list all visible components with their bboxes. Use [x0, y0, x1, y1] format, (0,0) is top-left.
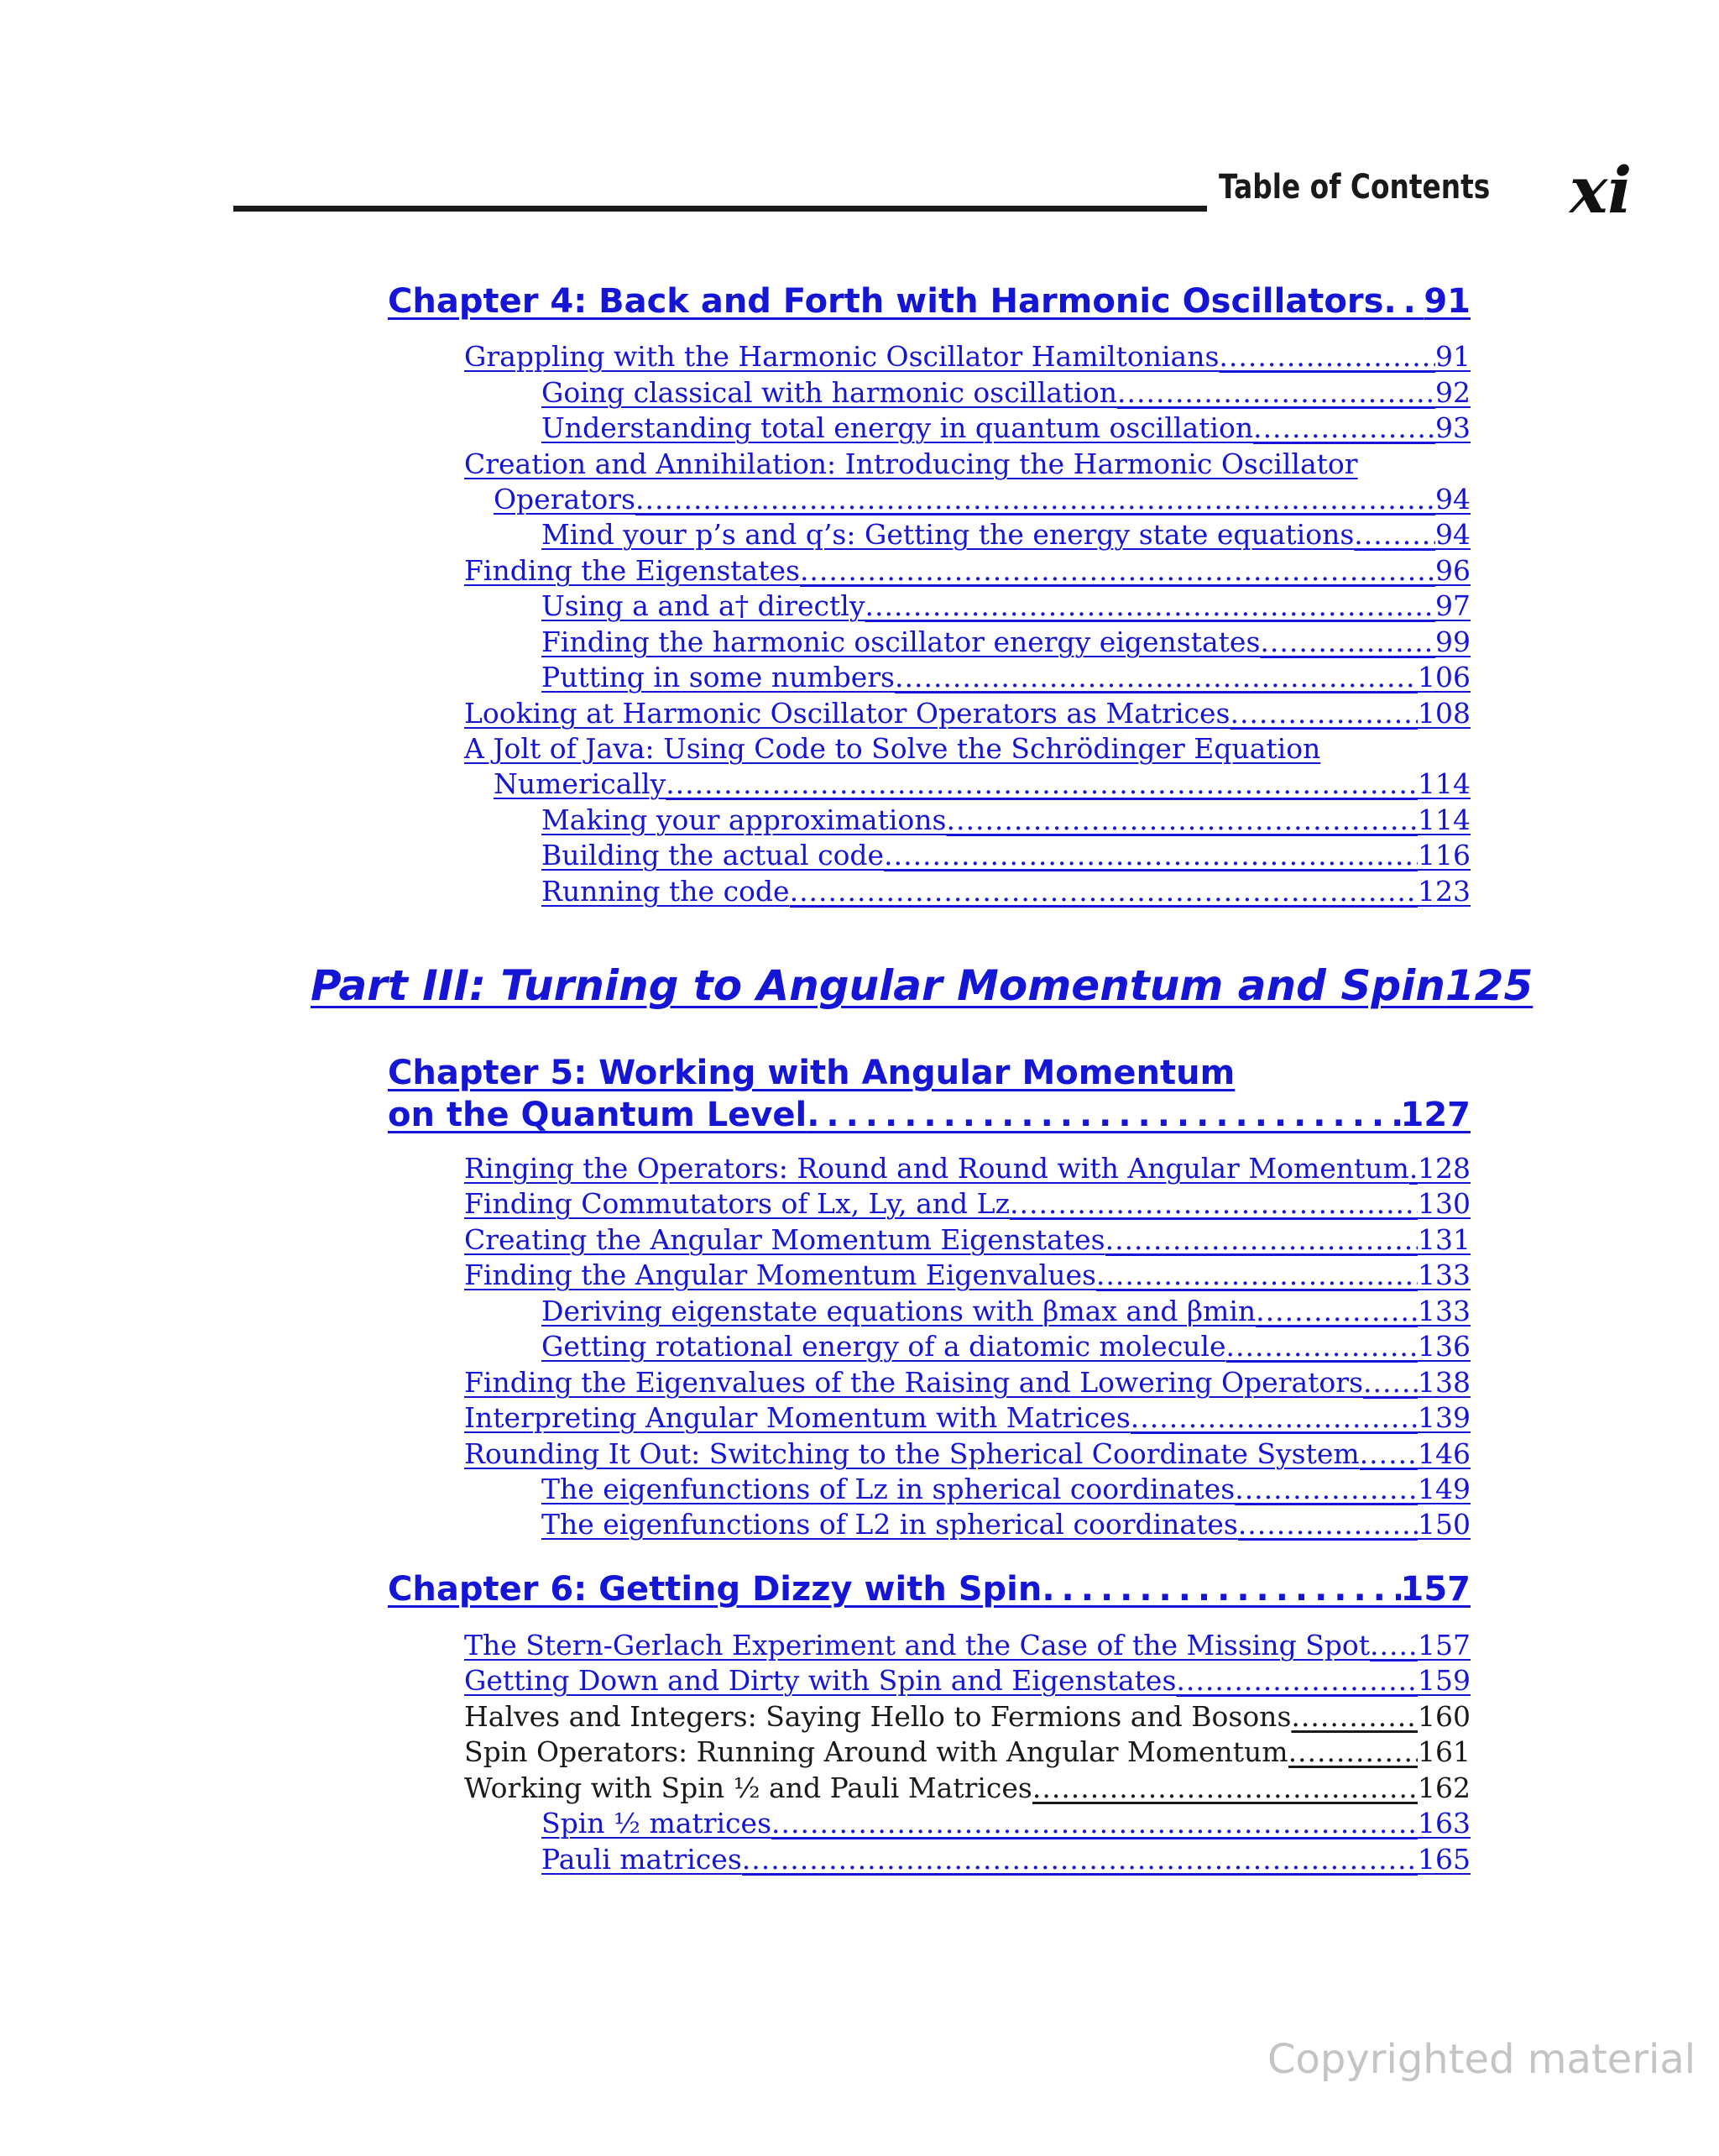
- toc-page-number: 157: [1418, 1629, 1471, 1661]
- toc-page-number: 114: [1418, 803, 1471, 836]
- toc-entry-text: Finding the Angular Momentum Eigenvalues: [464, 1259, 1096, 1291]
- running-header-title: Table of Contents: [1219, 168, 1491, 207]
- page-numeral: xi: [1570, 153, 1633, 228]
- toc-subsection[interactable]: [541, 1508, 1471, 1541]
- toc-entry-text: The eigenfunctions of L2 in spherical coordinates: [541, 1508, 1238, 1541]
- toc-entry-text: Understanding total energy in quantum oscillation: [541, 411, 1254, 444]
- leader-dots: [1370, 1629, 1418, 1661]
- toc-section[interactable]: [464, 1366, 1471, 1399]
- toc-entry-text: on the Quantum Level: [388, 1096, 807, 1134]
- toc-page-number: 91: [1435, 340, 1471, 373]
- leader-dots: [1383, 282, 1424, 321]
- leader-dots: [946, 803, 1418, 836]
- toc-page-number: 133: [1418, 1259, 1471, 1291]
- toc-entry-text: Running the code: [541, 875, 790, 908]
- toc-entry-text: Getting rotational energy of a diatomic molecule: [541, 1330, 1226, 1363]
- toc-subsection[interactable]: [541, 1473, 1471, 1505]
- toc-entry-text: Rounding It Out: Switching to the Spherical Coordinate System: [464, 1437, 1360, 1470]
- toc-entry-text: Building the actual code: [541, 839, 885, 871]
- toc-entry-text: Spin Operators: Running Around with Angular Momentum: [464, 1735, 1288, 1768]
- leader-dots: [1096, 1259, 1418, 1291]
- toc-page-number: 131: [1418, 1223, 1471, 1256]
- leader-dots: [1117, 376, 1435, 409]
- toc-entry-text: Deriving eigenstate equations with βmax and βmin: [541, 1295, 1257, 1327]
- toc-section[interactable]: [464, 447, 1358, 480]
- toc-subsection[interactable]: [541, 661, 1471, 693]
- toc-page-number: 114: [1418, 767, 1471, 800]
- toc-entry-text: A Jolt of Java: Using Code to Solve the Schrödinger Equation: [464, 732, 1321, 765]
- toc-section[interactable]: [464, 1437, 1471, 1470]
- toc-page-number: 150: [1418, 1508, 1471, 1541]
- toc-entry-text: The Stern-Gerlach Experiment and the Case of the Missing Spot: [464, 1629, 1371, 1661]
- toc-page-number: 136: [1418, 1330, 1471, 1363]
- leader-dots: [1291, 1700, 1418, 1733]
- toc-page-number: 125: [1445, 961, 1534, 1010]
- leader-dots: [1235, 1473, 1418, 1505]
- toc-page-number: 162: [1418, 1771, 1471, 1804]
- toc-subsection[interactable]: [541, 376, 1471, 409]
- toc-page-number: 106: [1418, 661, 1471, 693]
- toc-page-number: 123: [1418, 875, 1471, 908]
- leader-dots: [1226, 1330, 1418, 1363]
- toc-subsection[interactable]: [541, 875, 1471, 908]
- toc-page-number: 133: [1418, 1295, 1471, 1327]
- toc-chapter-5[interactable]: [388, 1054, 1235, 1092]
- toc-section-continuation[interactable]: [494, 483, 1471, 515]
- leader-dots: [1253, 411, 1435, 444]
- toc-entry-text: Grappling with the Harmonic Oscillator Hamiltonians: [464, 340, 1220, 373]
- toc-entry-text: Creation and Annihilation: Introducing the Harmonic Oscillator: [464, 447, 1358, 480]
- leader-dots: [666, 767, 1418, 800]
- leader-dots: [800, 554, 1435, 587]
- leader-dots: [1105, 1223, 1418, 1256]
- toc-entry-text: Working with Spin ½ and Pauli Matrices: [464, 1771, 1032, 1804]
- toc-subsection[interactable]: [541, 839, 1471, 871]
- leader-dots: [1230, 697, 1418, 730]
- leader-dots: [807, 1096, 1400, 1134]
- toc-section[interactable]: [464, 1223, 1471, 1256]
- toc-section[interactable]: [464, 1401, 1471, 1434]
- toc-entry-text: Going classical with harmonic oscillation: [541, 376, 1117, 409]
- toc-entry-text: Putting in some numbers: [541, 661, 895, 693]
- toc-section: [464, 1735, 1471, 1768]
- toc-entry-text: Making your approximations: [541, 803, 947, 836]
- toc-page-number: 163: [1418, 1807, 1471, 1839]
- toc-chapter-6[interactable]: [388, 1570, 1471, 1609]
- toc-entry-text: Interpreting Angular Momentum with Matrices: [464, 1401, 1131, 1434]
- toc-page-number: 149: [1418, 1473, 1471, 1505]
- toc-page-number: 128: [1418, 1152, 1471, 1185]
- toc-subsection[interactable]: [541, 1330, 1471, 1363]
- leader-dots: [1219, 340, 1435, 373]
- leader-dots: [865, 589, 1435, 622]
- toc-entry-text: The eigenfunctions of Lz in spherical coordinates: [541, 1473, 1236, 1505]
- leader-dots: [742, 1843, 1418, 1876]
- toc-entry-text: Numerically: [494, 767, 666, 800]
- toc-section[interactable]: [464, 1259, 1471, 1291]
- toc-entry-text: Halves and Integers: Saying Hello to Fermions and Bosons: [464, 1700, 1292, 1733]
- toc-section[interactable]: [464, 1187, 1471, 1220]
- toc-page-number: 146: [1418, 1437, 1471, 1470]
- toc-page-number: 159: [1418, 1664, 1471, 1697]
- toc-page-number: 97: [1435, 589, 1471, 622]
- toc-entry-text: Using a and a† directly: [541, 589, 865, 622]
- toc-entry-text: Finding Commutators of Lx, Ly, and Lz: [464, 1187, 1010, 1220]
- toc-entry-text: Mind your p’s and q’s: Getting the energy state equations: [541, 518, 1355, 551]
- toc-subsection[interactable]: [541, 518, 1471, 551]
- toc-section: [464, 1700, 1471, 1733]
- leader-dots: [1256, 1295, 1418, 1327]
- toc-subsection[interactable]: [541, 1807, 1471, 1839]
- leader-dots: [1010, 1187, 1418, 1220]
- toc-page-number: 130: [1418, 1187, 1471, 1220]
- toc-subsection[interactable]: [541, 625, 1471, 658]
- toc-entry-text: Operators: [494, 483, 635, 515]
- toc-page-number: 160: [1418, 1700, 1471, 1733]
- leader-dots: [1042, 1570, 1400, 1609]
- leader-dots: [1288, 1735, 1418, 1768]
- leader-dots: [1360, 1437, 1418, 1470]
- toc-entry-text: Pauli matrices: [541, 1843, 742, 1876]
- toc-subsection[interactable]: [541, 1843, 1471, 1876]
- toc-page-number: 138: [1418, 1366, 1471, 1399]
- leader-dots: [1131, 1401, 1418, 1434]
- toc-section[interactable]: [464, 340, 1471, 373]
- toc-page-number: 139: [1418, 1401, 1471, 1434]
- toc-page-number: 116: [1418, 839, 1471, 871]
- toc-chapter-4[interactable]: [388, 282, 1471, 321]
- toc-page-number: 92: [1435, 376, 1471, 409]
- toc-page-number: 94: [1435, 518, 1471, 551]
- toc-page-number: 96: [1435, 554, 1471, 587]
- toc-page-number: 161: [1418, 1735, 1471, 1768]
- toc-section[interactable]: [464, 554, 1471, 587]
- leader-dots: [635, 483, 1435, 515]
- leader-dots: [1409, 1152, 1418, 1185]
- toc-entry-text: Finding the harmonic oscillator energy eigenstates: [541, 625, 1261, 658]
- toc-entry-text: Part III: Turning to Angular Momentum and Spin: [311, 961, 1445, 1010]
- toc-subsection[interactable]: [541, 411, 1471, 444]
- leader-dots: [790, 875, 1418, 908]
- toc-part-3[interactable]: [311, 961, 1534, 1010]
- toc-page-number: 108: [1418, 697, 1471, 730]
- leader-dots: [1176, 1664, 1418, 1697]
- toc-subsection[interactable]: [541, 1295, 1471, 1327]
- toc-entry-text: Getting Down and Dirty with Spin and Eigenstates: [464, 1664, 1177, 1697]
- toc-entry-text: Chapter 4: Back and Forth with Harmonic Oscillators: [388, 282, 1384, 321]
- toc-entry-text: Finding the Eigenstates: [464, 554, 800, 587]
- leader-dots: [1354, 518, 1435, 551]
- toc-entry-text: Looking at Harmonic Oscillator Operators as Matrices: [464, 697, 1230, 730]
- toc-page-number: 165: [1418, 1843, 1471, 1876]
- leader-dots: [771, 1807, 1418, 1839]
- toc-entry-text: Creating the Angular Momentum Eigenstates: [464, 1223, 1105, 1256]
- leader-dots: [1363, 1366, 1418, 1399]
- toc-section[interactable]: [464, 1152, 1471, 1185]
- toc-subsection[interactable]: [541, 589, 1471, 622]
- leader-dots: [895, 661, 1418, 693]
- toc-page-number: 93: [1435, 411, 1471, 444]
- toc-section[interactable]: [464, 732, 1320, 765]
- copyright-watermark: Copyrighted material: [1267, 2036, 1696, 2083]
- toc-section: [464, 1771, 1471, 1804]
- leader-dots: [1238, 1508, 1418, 1541]
- toc-page-number: 99: [1435, 625, 1471, 658]
- toc-page-number: 94: [1435, 483, 1471, 515]
- toc-page-number: 157: [1400, 1570, 1471, 1609]
- toc-entry-text: Spin ½ matrices: [541, 1807, 772, 1839]
- toc-page-number: 91: [1424, 282, 1471, 321]
- toc-entry-text: Ringing the Operators: Round and Round with Angular Momentum: [464, 1152, 1409, 1185]
- toc-section[interactable]: [464, 1664, 1471, 1697]
- toc-entry-text: Finding the Eigenvalues of the Raising and Lowering Operators: [464, 1366, 1364, 1399]
- leader-dots: [884, 839, 1418, 871]
- toc-entry-text: Chapter 5: Working with Angular Momentum: [388, 1054, 1236, 1092]
- header-rule: [233, 206, 1207, 212]
- toc-entry-text: Chapter 6: Getting Dizzy with Spin: [388, 1570, 1042, 1609]
- toc-subsection[interactable]: [541, 803, 1471, 836]
- toc-section[interactable]: [464, 697, 1471, 730]
- toc-page-number: 127: [1400, 1096, 1471, 1134]
- toc-section-continuation[interactable]: [494, 767, 1471, 800]
- toc-section[interactable]: [464, 1629, 1471, 1661]
- leader-dots: [1260, 625, 1435, 658]
- leader-dots: [1032, 1771, 1418, 1804]
- toc-chapter-5-continuation[interactable]: [388, 1096, 1471, 1134]
